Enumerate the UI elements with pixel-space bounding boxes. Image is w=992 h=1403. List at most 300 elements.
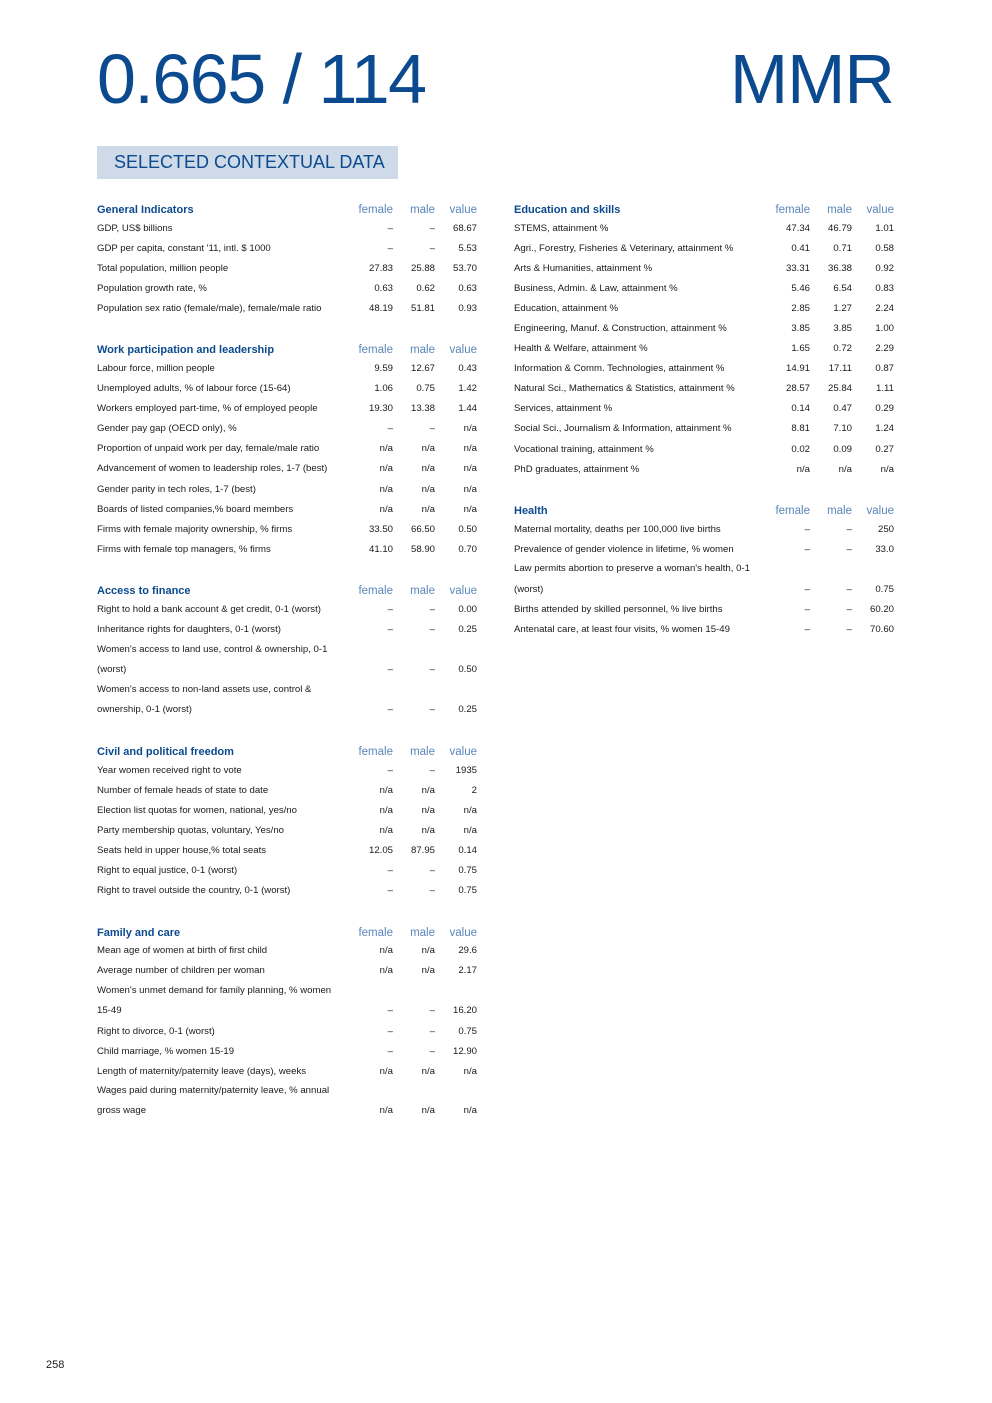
- male-value: –: [846, 543, 852, 555]
- male-value: 36.38: [827, 262, 852, 274]
- ratio-value: 1.11: [876, 383, 894, 395]
- data-row: [514, 620, 894, 640]
- ratio-value: 60.20: [869, 604, 894, 616]
- ratio-value: 0.43: [458, 363, 477, 375]
- indicator-label: Education, attainment %: [514, 302, 618, 314]
- data-row: [514, 298, 894, 318]
- female-value: 5.46: [791, 282, 810, 294]
- data-row: [97, 499, 477, 519]
- indicator-label: Advancement of women to leadership roles, 1-7 (best): [97, 462, 328, 474]
- male-value: 51.81: [410, 302, 435, 314]
- ratio-value: 0.83: [875, 282, 894, 294]
- page-number: 258: [46, 1359, 65, 1371]
- column-header-value: value: [449, 926, 477, 939]
- ratio-value: n/a: [463, 483, 477, 495]
- indicator-label: Number of female heads of state to date: [97, 784, 269, 796]
- ratio-value: n/a: [463, 824, 477, 836]
- section-header: [97, 338, 477, 358]
- female-value: –: [804, 583, 810, 595]
- column-header-female: female: [358, 926, 393, 939]
- data-row: [97, 620, 477, 640]
- female-value: –: [387, 703, 393, 715]
- female-value: –: [387, 1004, 393, 1016]
- ratio-value: 0.87: [875, 363, 894, 375]
- male-value: –: [846, 583, 852, 595]
- ratio-value: 5.53: [458, 242, 477, 254]
- male-value: n/a: [838, 463, 852, 475]
- data-row: [97, 881, 477, 901]
- data-row: [97, 439, 477, 459]
- section-general-indicators: [97, 198, 477, 318]
- male-value: –: [429, 1004, 435, 1016]
- ratio-value: 0.75: [458, 864, 477, 876]
- female-value: n/a: [379, 462, 393, 474]
- indicator-label: Maternal mortality, deaths per 100,000 live births: [514, 523, 721, 535]
- ratio-value: 250: [877, 523, 894, 535]
- ratio-value: n/a: [880, 463, 894, 475]
- indicator-label: Antenatal care, at least four visits, % women 15-49: [514, 624, 730, 636]
- column-header-female: female: [775, 204, 810, 216]
- data-row: [97, 539, 477, 559]
- ratio-value: 0.50: [458, 663, 477, 675]
- ratio-value: 0.92: [875, 262, 894, 274]
- ratio-value: 16.20: [452, 1004, 477, 1016]
- data-row: [97, 419, 477, 439]
- data-row: [97, 961, 477, 981]
- male-value: n/a: [421, 1105, 435, 1117]
- data-row: [514, 278, 894, 298]
- female-value: 12.05: [368, 844, 393, 856]
- column-header-male: male: [410, 745, 435, 758]
- male-value: 13.38: [410, 403, 435, 415]
- column-header-female: female: [358, 204, 393, 216]
- male-value: –: [429, 663, 435, 675]
- ratio-value: 70.60: [869, 624, 894, 636]
- female-value: –: [804, 543, 810, 555]
- indicator-label: Health & Welfare, attainment %: [514, 343, 648, 355]
- indicator-label: Unemployed adults, % of labour force (15-64): [97, 383, 291, 395]
- ratio-value: 2.17: [458, 965, 477, 977]
- female-value: –: [387, 1025, 393, 1037]
- male-value: n/a: [421, 1065, 435, 1077]
- female-value: 0.41: [791, 242, 810, 254]
- male-value: n/a: [421, 462, 435, 474]
- data-row: [97, 278, 477, 298]
- indicator-label: Election list quotas for women, national, yes/no: [97, 804, 297, 816]
- indicator-label: Arts & Humanities, attainment %: [514, 262, 653, 274]
- male-value: –: [846, 523, 852, 535]
- section-title: Health: [514, 505, 548, 518]
- ratio-value: n/a: [463, 503, 477, 515]
- indicator-label: Population growth rate, %: [97, 282, 207, 294]
- ratio-value: 1935: [455, 764, 477, 776]
- female-value: –: [387, 1045, 393, 1057]
- data-row: [97, 519, 477, 539]
- male-value: 0.09: [833, 443, 852, 455]
- data-row: [514, 238, 894, 258]
- section-family-and-care: [97, 921, 477, 1122]
- ratio-value: 0.70: [458, 543, 477, 555]
- female-value: 9.59: [374, 363, 393, 375]
- male-value: –: [429, 1025, 435, 1037]
- female-value: n/a: [796, 463, 810, 475]
- data-row: [97, 298, 477, 318]
- male-value: n/a: [421, 483, 435, 495]
- data-row: [97, 820, 477, 840]
- column-header-value: value: [449, 745, 477, 758]
- female-value: –: [387, 624, 393, 636]
- ratio-value: 0.75: [458, 1025, 477, 1037]
- male-value: 87.95: [410, 844, 435, 856]
- male-value: 12.67: [410, 363, 435, 375]
- section-title: Work participation and leadership: [97, 344, 275, 357]
- male-value: n/a: [421, 965, 435, 977]
- data-row: [97, 680, 477, 720]
- male-value: 25.84: [827, 383, 852, 395]
- data-row: [97, 760, 477, 780]
- female-value: 0.02: [791, 443, 810, 455]
- data-row: [514, 218, 894, 238]
- data-row: [97, 800, 477, 820]
- indicator-label: Total population, million people: [97, 262, 229, 274]
- female-value: 2.85: [791, 302, 810, 314]
- data-row: [514, 459, 894, 479]
- male-value: 0.72: [833, 343, 852, 355]
- ratio-value: n/a: [463, 423, 477, 435]
- ratio-value: n/a: [463, 1105, 477, 1117]
- female-value: n/a: [379, 503, 393, 515]
- data-row: [514, 539, 894, 559]
- column-header-male: male: [410, 926, 435, 939]
- female-value: 8.81: [791, 423, 810, 435]
- female-value: 0.14: [791, 403, 810, 415]
- indicator-label: Prevalence of gender violence in lifetime, % women: [514, 543, 734, 555]
- data-row: [97, 981, 477, 1021]
- section-header: [514, 499, 894, 519]
- male-value: 17.11: [828, 363, 852, 375]
- male-value: 46.79: [827, 222, 852, 234]
- female-value: n/a: [379, 824, 393, 836]
- data-row: [97, 1081, 477, 1121]
- male-value: 1.27: [833, 302, 852, 314]
- indicator-label: GDP per capita, constant '11, intl. $ 1000: [97, 242, 271, 254]
- female-value: –: [387, 242, 393, 254]
- male-value: n/a: [421, 784, 435, 796]
- male-value: –: [429, 885, 435, 897]
- indicator-label: Services, attainment %: [514, 403, 613, 415]
- data-row: [97, 1061, 477, 1081]
- female-value: 41.10: [368, 543, 393, 555]
- female-value: –: [804, 624, 810, 636]
- ratio-value: 0.25: [458, 624, 477, 636]
- ratio-value: 33.0: [875, 543, 894, 555]
- indicator-label: Firms with female majority ownership, % firms: [97, 523, 293, 535]
- indicator-label: STEMS, attainment %: [514, 222, 609, 234]
- female-value: 28.57: [785, 383, 810, 395]
- male-value: 58.90: [410, 543, 435, 555]
- indicator-label: Average number of children per woman: [97, 965, 265, 977]
- indicator-label: Gender parity in tech roles, 1-7 (best): [97, 483, 256, 495]
- ratio-value: n/a: [463, 443, 477, 455]
- data-row: [97, 780, 477, 800]
- data-row: [97, 1041, 477, 1061]
- male-value: n/a: [421, 503, 435, 515]
- data-row: [97, 238, 477, 258]
- male-value: –: [429, 222, 435, 234]
- female-value: 0.63: [374, 282, 393, 294]
- section-title: Access to finance: [97, 585, 191, 598]
- male-value: –: [429, 423, 435, 435]
- section-title: Civil and political freedom: [97, 745, 234, 758]
- male-value: –: [429, 603, 435, 615]
- section-title: General Indicators: [97, 204, 194, 216]
- section-access-to-finance: [97, 579, 477, 720]
- male-value: n/a: [421, 443, 435, 455]
- female-value: –: [387, 885, 393, 897]
- section-header: [97, 198, 477, 218]
- female-value: 14.91: [785, 363, 810, 375]
- left-column: [97, 198, 477, 1141]
- male-value: –: [429, 1045, 435, 1057]
- indicator-label: Inheritance rights for daughters, 0-1 (worst): [97, 624, 281, 636]
- right-column: [514, 198, 894, 660]
- female-value: n/a: [379, 1065, 393, 1077]
- data-row: [97, 479, 477, 499]
- male-value: 3.85: [833, 323, 852, 335]
- indicator-label: Engineering, Manuf. & Construction, attainment %: [514, 323, 727, 335]
- ratio-value: 68.67: [452, 222, 477, 234]
- indicator-label: Right to equal justice, 0-1 (worst): [97, 864, 238, 876]
- male-value: –: [429, 764, 435, 776]
- ratio-value: 1.01: [875, 222, 894, 234]
- data-row: [97, 459, 477, 479]
- indicator-label: Women's unmet demand for family planning, % women 15-49: [97, 984, 332, 1016]
- column-header-male: male: [827, 505, 852, 518]
- data-row: [514, 258, 894, 278]
- indicator-label: Vocational training, attainment %: [514, 443, 654, 455]
- column-header-female: female: [358, 344, 393, 357]
- data-row: [97, 258, 477, 278]
- male-value: n/a: [421, 804, 435, 816]
- female-value: 27.83: [368, 262, 393, 274]
- ratio-value: 0.14: [458, 844, 477, 856]
- column-header-male: male: [410, 585, 435, 598]
- column-header-male: male: [827, 204, 852, 216]
- indicator-label: Social Sci., Journalism & Information, attainment %: [514, 423, 732, 435]
- female-value: 47.34: [785, 222, 810, 234]
- section-header: [514, 198, 894, 218]
- female-value: n/a: [379, 965, 393, 977]
- data-row: [97, 840, 477, 860]
- column-header-value: value: [449, 344, 477, 357]
- section-civil-political-freedom: [97, 740, 477, 901]
- column-header-female: female: [358, 745, 393, 758]
- score-rank: 0.665 / 114: [97, 40, 426, 118]
- indicator-label: Women's access to land use, control & ownership, 0-1 (worst): [97, 643, 328, 675]
- ratio-value: 2.24: [875, 302, 894, 314]
- indicator-label: Information & Comm. Technologies, attainment %: [514, 363, 725, 375]
- ratio-value: n/a: [463, 462, 477, 474]
- ratio-value: 0.50: [458, 523, 477, 535]
- section-header: [97, 740, 477, 760]
- indicator-label: Women's access to non-land assets use, control & ownership, 0-1 (worst): [97, 683, 312, 715]
- section-health: [514, 499, 894, 640]
- indicator-label: Mean age of women at birth of first child: [97, 945, 268, 957]
- data-row: [97, 860, 477, 880]
- data-row: [97, 379, 477, 399]
- female-value: 3.85: [791, 323, 810, 335]
- male-value: –: [846, 604, 852, 616]
- ratio-value: 1.00: [875, 323, 894, 335]
- ratio-value: n/a: [463, 1065, 477, 1077]
- female-value: n/a: [379, 1105, 393, 1117]
- indicator-label: Proportion of unpaid work per day, female/male ratio: [97, 443, 320, 455]
- female-value: –: [804, 604, 810, 616]
- female-value: –: [387, 222, 393, 234]
- male-value: 0.75: [416, 383, 435, 395]
- male-value: –: [429, 864, 435, 876]
- female-value: 1.65: [791, 343, 810, 355]
- country-code: MMR: [729, 40, 894, 118]
- column-header-value: value: [449, 585, 477, 598]
- column-header-female: female: [775, 505, 810, 518]
- ratio-value: 0.27: [875, 443, 894, 455]
- ratio-value: 0.00: [458, 603, 477, 615]
- female-value: 1.06: [374, 383, 393, 395]
- ratio-value: 1.44: [458, 403, 477, 415]
- data-row: [97, 1021, 477, 1041]
- ratio-value: 12.90: [452, 1045, 477, 1057]
- male-value: 6.54: [833, 282, 852, 294]
- section-header: [97, 921, 477, 941]
- section-banner: SELECTED CONTEXTUAL DATA: [97, 146, 398, 179]
- male-value: n/a: [421, 824, 435, 836]
- section-header: [97, 579, 477, 599]
- male-value: 25.88: [410, 262, 435, 274]
- data-row: [514, 600, 894, 620]
- column-header-value: value: [449, 204, 477, 216]
- female-value: 33.50: [368, 523, 393, 535]
- female-value: –: [387, 663, 393, 675]
- data-row: [97, 941, 477, 961]
- ratio-value: 29.6: [458, 945, 477, 957]
- column-header-male: male: [410, 344, 435, 357]
- female-value: 48.19: [368, 302, 393, 314]
- female-value: 33.31: [785, 262, 810, 274]
- ratio-value: 0.75: [458, 885, 477, 897]
- indicator-label: Natural Sci., Mathematics & Statistics, attainment %: [514, 383, 735, 395]
- female-value: 19.30: [368, 403, 393, 415]
- indicator-label: PhD graduates, attainment %: [514, 463, 640, 475]
- male-value: –: [429, 242, 435, 254]
- male-value: 0.47: [833, 403, 852, 415]
- data-row: [97, 218, 477, 238]
- section-education-skills: [514, 198, 894, 479]
- data-row: [514, 559, 894, 599]
- male-value: –: [429, 703, 435, 715]
- data-row: [514, 339, 894, 359]
- data-row: [514, 379, 894, 399]
- male-value: 0.71: [833, 242, 852, 254]
- indicator-label: Seats held in upper house,% total seats: [97, 844, 267, 856]
- female-value: –: [387, 423, 393, 435]
- male-value: n/a: [421, 945, 435, 957]
- female-value: –: [804, 523, 810, 535]
- indicator-label: Gender pay gap (OECD only), %: [97, 423, 237, 435]
- indicator-label: Boards of listed companies,% board members: [97, 503, 294, 515]
- section-work-participation: [97, 338, 477, 559]
- female-value: –: [387, 864, 393, 876]
- indicator-label: Law permits abortion to preserve a woman's health, 0-1 (worst): [514, 563, 750, 595]
- data-row: [514, 399, 894, 419]
- ratio-value: 0.63: [458, 282, 477, 294]
- indicator-label: Year women received right to vote: [97, 764, 242, 776]
- ratio-value: 1.42: [458, 383, 477, 395]
- indicator-label: Child marriage, % women 15-19: [97, 1045, 235, 1057]
- male-value: –: [846, 624, 852, 636]
- data-row: [97, 399, 477, 419]
- indicator-label: Wages paid during maternity/paternity leave, % annual gross wage: [97, 1085, 330, 1117]
- ratio-value: 0.75: [875, 583, 894, 595]
- indicator-label: Party membership quotas, voluntary, Yes/no: [97, 824, 285, 836]
- indicator-label: Births attended by skilled personnel, % live births: [514, 604, 723, 616]
- ratio-value: 0.58: [875, 242, 894, 254]
- ratio-value: 2.29: [875, 343, 894, 355]
- data-row: [514, 419, 894, 439]
- indicator-label: Right to divorce, 0-1 (worst): [97, 1025, 215, 1037]
- female-value: n/a: [379, 804, 393, 816]
- data-row: [97, 358, 477, 378]
- section-title: Family and care: [97, 926, 181, 939]
- data-row: [514, 519, 894, 539]
- column-header-female: female: [358, 585, 393, 598]
- indicator-label: Population sex ratio (female/male), female/male ratio: [97, 302, 322, 314]
- female-value: n/a: [379, 945, 393, 957]
- ratio-value: 1.24: [875, 423, 894, 435]
- male-value: 7.10: [833, 423, 852, 435]
- female-value: –: [387, 603, 393, 615]
- ratio-value: 0.93: [458, 302, 477, 314]
- ratio-value: 0.29: [875, 403, 894, 415]
- column-header-value: value: [866, 204, 894, 216]
- ratio-value: 2: [471, 784, 477, 796]
- indicator-label: Firms with female top managers, % firms: [97, 543, 271, 555]
- data-row: [514, 359, 894, 379]
- ratio-value: 53.70: [452, 262, 477, 274]
- indicator-label: Agri., Forestry, Fisheries & Veterinary, attainment %: [514, 242, 734, 254]
- ratio-value: 0.25: [458, 703, 477, 715]
- data-row: [514, 439, 894, 459]
- ratio-value: n/a: [463, 804, 477, 816]
- indicator-label: Labour force, million people: [97, 363, 215, 375]
- female-value: –: [387, 764, 393, 776]
- column-header-male: male: [410, 204, 435, 216]
- data-row: [97, 640, 477, 680]
- indicator-label: Workers employed part-time, % of employed people: [97, 403, 318, 415]
- female-value: n/a: [379, 784, 393, 796]
- data-row: [97, 599, 477, 619]
- indicator-label: Right to travel outside the country, 0-1 (worst): [97, 885, 291, 897]
- male-value: 0.62: [416, 282, 435, 294]
- section-title: Education and skills: [514, 204, 621, 216]
- column-header-value: value: [866, 505, 894, 518]
- indicator-label: Right to hold a bank account & get credit, 0-1 (worst): [97, 603, 321, 615]
- male-value: –: [429, 624, 435, 636]
- indicator-label: Length of maternity/paternity leave (days), weeks: [97, 1065, 307, 1077]
- male-value: 66.50: [410, 523, 435, 535]
- data-row: [514, 318, 894, 338]
- female-value: n/a: [379, 443, 393, 455]
